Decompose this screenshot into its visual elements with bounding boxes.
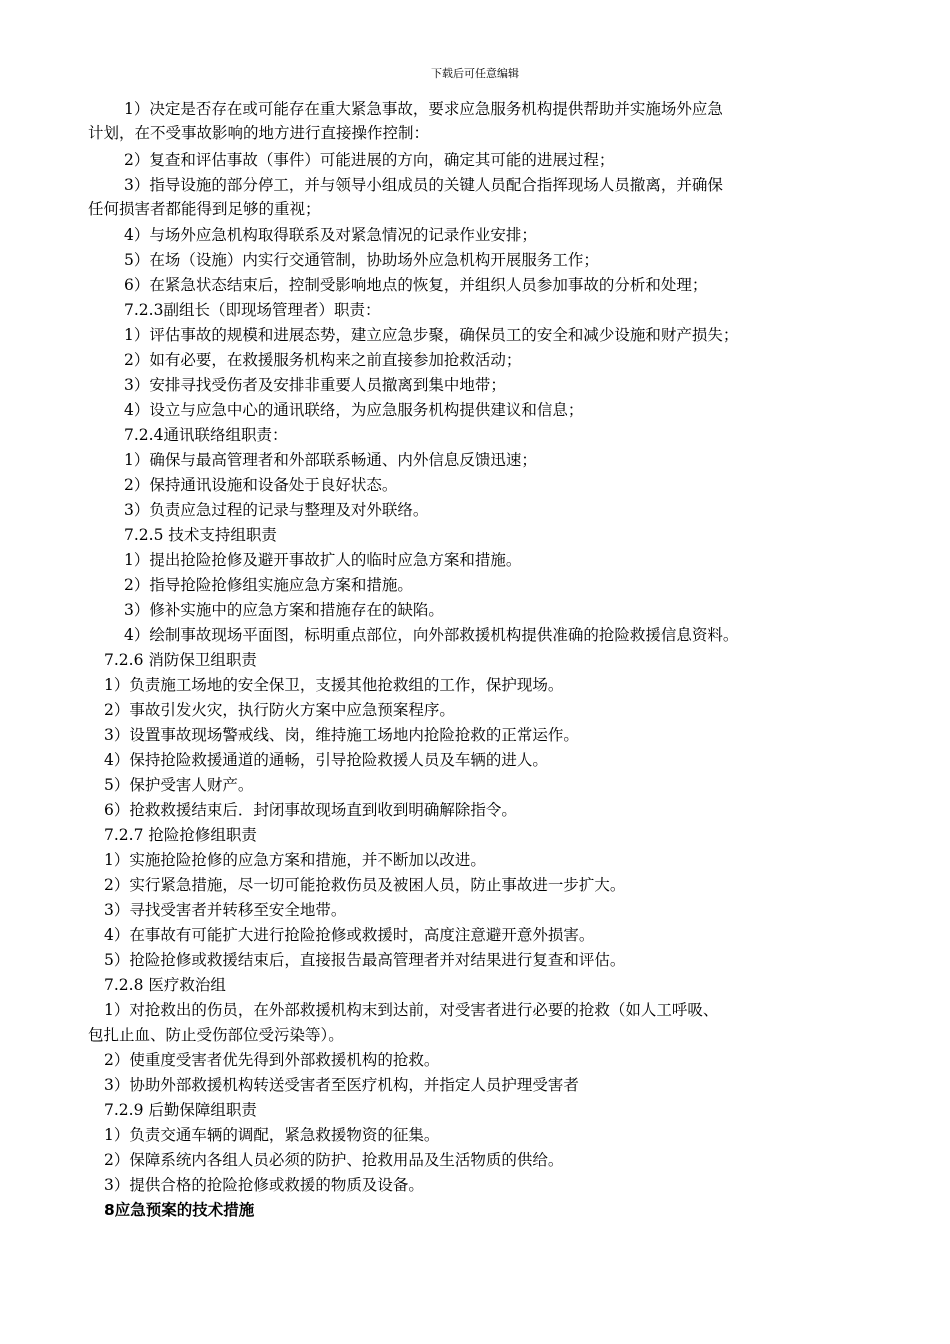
paragraph-line: 1）实施抢险抢修的应急方案和措施，并不断加以改进。 xyxy=(104,851,486,869)
subsection-heading: 7.2.6 消防保卫组职责 xyxy=(104,651,257,669)
paragraph-line: 2）事故引发火灾，执行防火方案中应急预案程序。 xyxy=(104,701,455,719)
paragraph-line: 3）设置事故现场警戒线、岗，维持施工场地内抢险抢救的正常运作。 xyxy=(104,726,579,744)
paragraph-line: 5）在场（设施）内实行交通管制，协助场外应急机构开展服务工作； xyxy=(124,251,599,269)
paragraph-line: 包扎止血、防止受伤部位受污染等）。 xyxy=(88,1026,344,1044)
paragraph-line: 3）寻找受害者并转移至安全地带。 xyxy=(104,901,347,919)
page-header: 下载后可任意编辑 xyxy=(431,67,519,80)
paragraph-line: 2）指导抢险抢修组实施应急方案和措施。 xyxy=(124,576,413,594)
paragraph-line: 4）设立与应急中心的通讯联络，为应急服务机构提供建议和信息； xyxy=(124,401,584,419)
paragraph-line: 4）与场外应急机构取得联系及对紧急情况的记录作业安排； xyxy=(124,226,537,244)
paragraph-line: 3）提供合格的抢险抢修或救援的物质及设备。 xyxy=(104,1176,424,1194)
subsection-heading: 7.2.5 技术支持组职责 xyxy=(124,526,277,544)
paragraph-line: 1）评估事故的规模和进展态势，建立应急步聚，确保员工的安全和减少设施和财产损失； xyxy=(124,326,739,344)
paragraph-line: 1）确保与最高管理者和外部联系畅通、内外信息反馈迅速； xyxy=(124,451,537,469)
paragraph-line: 5）保护受害人财产。 xyxy=(104,776,254,794)
paragraph-line: 3）安排寻找受伤者及安排非重要人员撤离到集中地带； xyxy=(124,376,506,394)
paragraph-line: 1）对抢救出的伤员，在外部救援机构末到达前，对受害者进行必要的抢救（如人工呼吸、 xyxy=(104,1001,719,1019)
section-heading: 8应急预案的技术措施 xyxy=(104,1201,255,1219)
subsection-heading: 7.2.8 医疗救治组 xyxy=(104,976,226,994)
paragraph-line: 1）负责施工场地的安全保卫，支援其他抢救组的工作，保护现场。 xyxy=(104,676,564,694)
paragraph-line: 5）抢险抢修或救援结束后，直接报告最高管理者并对结果进行复查和评估。 xyxy=(104,951,626,969)
paragraph-line: 3）协助外部救援机构转送受害者至医疗机构，并指定人员护理受害者 xyxy=(104,1076,579,1094)
subsection-heading: 7.2.3副组长（即现场管理者）职责： xyxy=(124,301,381,319)
subsection-heading: 7.2.9 后勤保障组职责 xyxy=(104,1101,257,1119)
paragraph-line: 2）保持通讯设施和设备处于良好状态。 xyxy=(124,476,398,494)
paragraph-line: 6）抢救救援结束后．封闭事故现场直到收到明确解除指令。 xyxy=(104,801,517,819)
paragraph-line: 4）保持抢险救援通道的通畅，引导抢险救援人员及车辆的进人。 xyxy=(104,751,548,769)
paragraph-line: 1）决定是否存在或可能存在重大紧急事故，要求应急服务机构提供帮助并实施场外应急 xyxy=(124,100,723,118)
paragraph-line: 任何损害者都能得到足够的重视； xyxy=(88,200,321,218)
subsection-heading: 7.2.7 抢险抢修组职责 xyxy=(104,826,257,844)
paragraph-line: 1）负责交通车辆的调配，紧急救援物资的征集。 xyxy=(104,1126,440,1144)
paragraph-line: 2）保障系统内各组人员必须的防护、抢救用品及生活物质的供给。 xyxy=(104,1151,564,1169)
paragraph-line: 2）复查和评估事故（事件）可能进展的方向，确定其可能的进展过程； xyxy=(124,151,615,169)
paragraph-line: 3）指导设施的部分停工，并与领导小组成员的关键人员配合指挥现场人员撤离，并确保 xyxy=(124,176,723,194)
paragraph-line: 2）实行紧急措施，尽一切可能抢救伤员及被困人员，防止事故进一步扩大。 xyxy=(104,876,626,894)
paragraph-line: 3）修补实施中的应急方案和措施存在的缺陷。 xyxy=(124,601,444,619)
paragraph-line: 2）如有必要，在救援服务机构来之前直接参加抢救活动； xyxy=(124,351,522,369)
paragraph-line: 3）负责应急过程的记录与整理及对外联络。 xyxy=(124,501,429,519)
paragraph-line: 计划，在不受事故影响的地方进行直接操作控制： xyxy=(88,124,430,142)
paragraph-line: 4）绘制事故现场平面图，标明重点部位，向外部救援机构提供准确的抢险救援信息资料。 xyxy=(124,626,739,644)
paragraph-line: 6）在紧急状态结束后，控制受影响地点的恢复，并组织人员参加事故的分析和处理； xyxy=(124,276,708,294)
subsection-heading: 7.2.4通讯联络组职责： xyxy=(124,426,288,444)
paragraph-line: 1）提出抢险抢修及避开事故扩人的临时应急方案和措施。 xyxy=(124,551,522,569)
paragraph-line: 2）使重度受害者优先得到外部救援机构的抢救。 xyxy=(104,1051,440,1069)
paragraph-line: 4）在事故有可能扩大进行抢险抢修或救援时，高度注意避开意外损害。 xyxy=(104,926,595,944)
